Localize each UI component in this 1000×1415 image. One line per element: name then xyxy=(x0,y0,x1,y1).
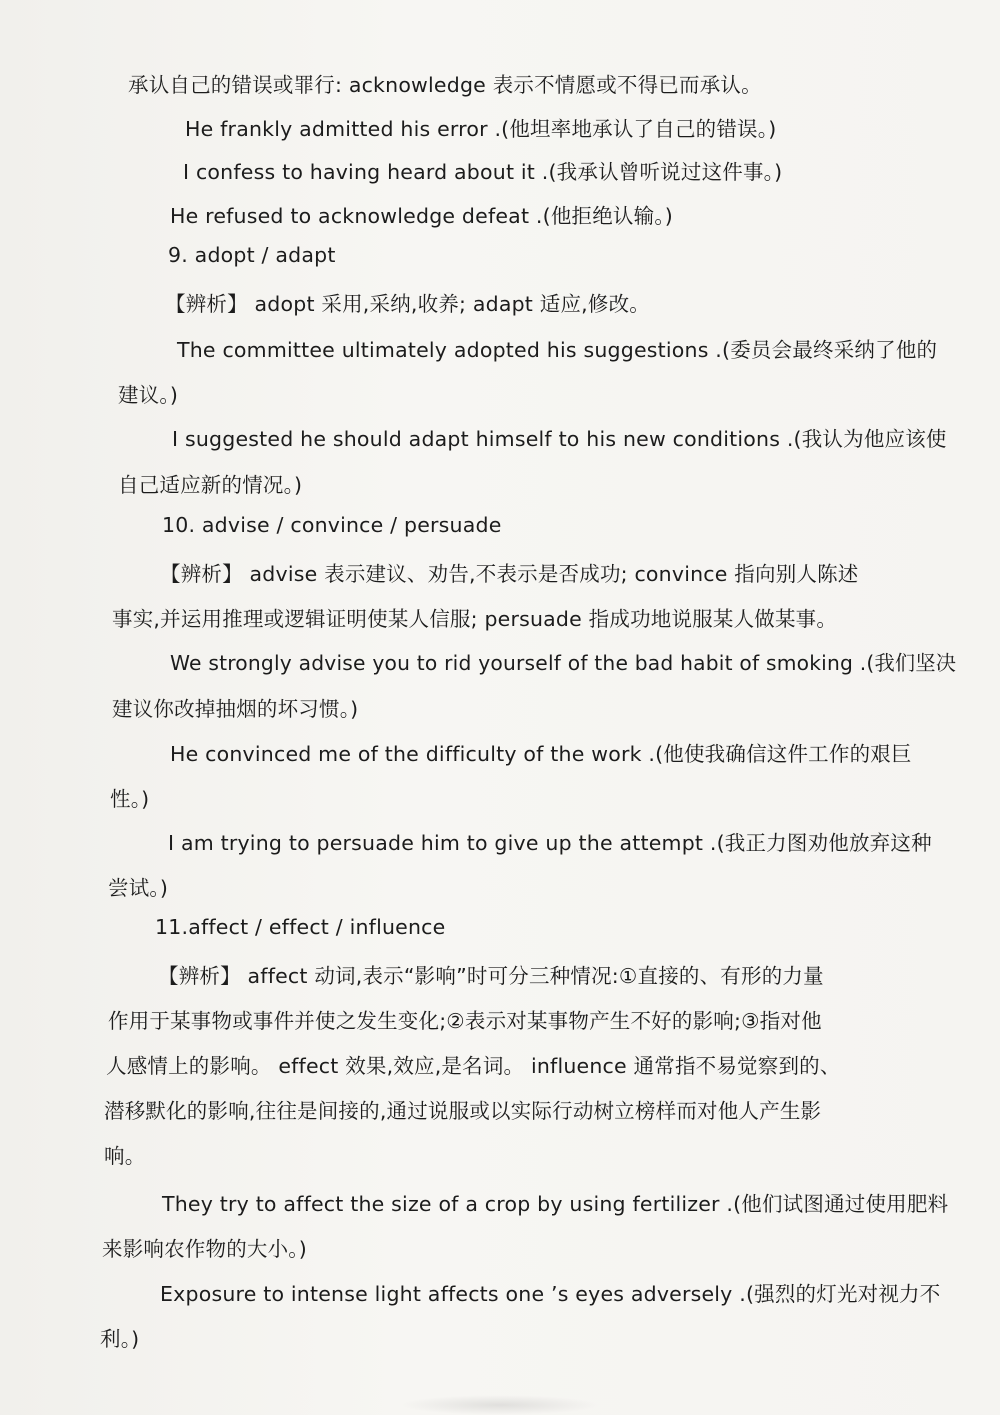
example-sentence-cont: 性。) xyxy=(110,787,150,811)
analysis-line: 【辨析】 advise 表示建议、劝告,不表示是否成功; convince 指向别人陈述 xyxy=(160,562,859,586)
analysis-line-cont: 事实,并运用推理或逻辑证明使某人信服; persuade 指成功地说服某人做某事。 xyxy=(112,607,838,631)
example-sentence: Exposure to intense light affects one ’s eyes adversely .(强烈的灯光对视力不 xyxy=(160,1282,941,1306)
example-sentence: The committee ultimately adopted his suggestions .(委员会最终采纳了他的 xyxy=(177,338,938,362)
example-sentence-cont: 建议。) xyxy=(118,383,179,407)
section-heading: 10. advise / convince / persuade xyxy=(162,513,502,537)
example-sentence-cont: 尝试。) xyxy=(108,876,169,900)
example-sentence-cont: 自己适应新的情况。) xyxy=(118,473,303,497)
example-sentence: I suggested he should adapt himself to his new conditions .(我认为他应该使 xyxy=(172,427,947,451)
example-sentence: He frankly admitted his error .(他坦率地承认了自己的错误。) xyxy=(185,117,777,141)
example-sentence: I confess to having heard about it .(我承认曾听说过这件事。) xyxy=(183,160,783,184)
example-sentence: We strongly advise you to rid yourself of the bad habit of smoking .(我们坚决 xyxy=(170,651,957,675)
analysis-line: 【辨析】 adopt 采用,采纳,收养; adapt 适应,修改。 xyxy=(165,292,650,316)
analysis-line-cont: 作用于某事物或事件并使之发生变化;②表示对某事物产生不好的影响;③指对他 xyxy=(108,1009,822,1033)
analysis-line: 【辨析】 affect 动词,表示“影响”时可分三种情况:①直接的、有形的力量 xyxy=(158,964,824,988)
analysis-line-cont: 潜移默化的影响,往往是间接的,通过说服或以实际行动树立榜样而对他人产生影 xyxy=(104,1099,822,1123)
example-sentence-cont: 建议你改掉抽烟的坏习惯。) xyxy=(112,697,359,721)
section-heading: 11.affect / effect / influence xyxy=(155,915,446,939)
analysis-line-cont: 人感情上的影响。 effect 效果,效应,是名词。 influence 通常指不易觉察到的、 xyxy=(106,1054,841,1078)
example-sentence: I am trying to persuade him to give up the attempt .(我正力图劝他放弃这种 xyxy=(168,831,932,855)
analysis-line-cont: 响。 xyxy=(104,1144,146,1168)
example-sentence: He convinced me of the difficulty of the work .(他使我确信这件工作的艰巨 xyxy=(170,742,912,766)
example-sentence-cont: 来影响农作物的大小。) xyxy=(102,1237,307,1261)
text-line: 承认自己的错误或罪行: acknowledge 表示不情愿或不得已而承认。 xyxy=(128,73,762,97)
scan-smudge xyxy=(400,1395,600,1415)
example-sentence: He refused to acknowledge defeat .(他拒绝认输。) xyxy=(170,204,673,228)
example-sentence: They try to affect the size of a crop by using fertilizer .(他们试图通过使用肥料 xyxy=(162,1192,949,1216)
section-heading: 9. adopt / adapt xyxy=(168,243,336,267)
example-sentence-cont: 利。) xyxy=(100,1327,140,1351)
